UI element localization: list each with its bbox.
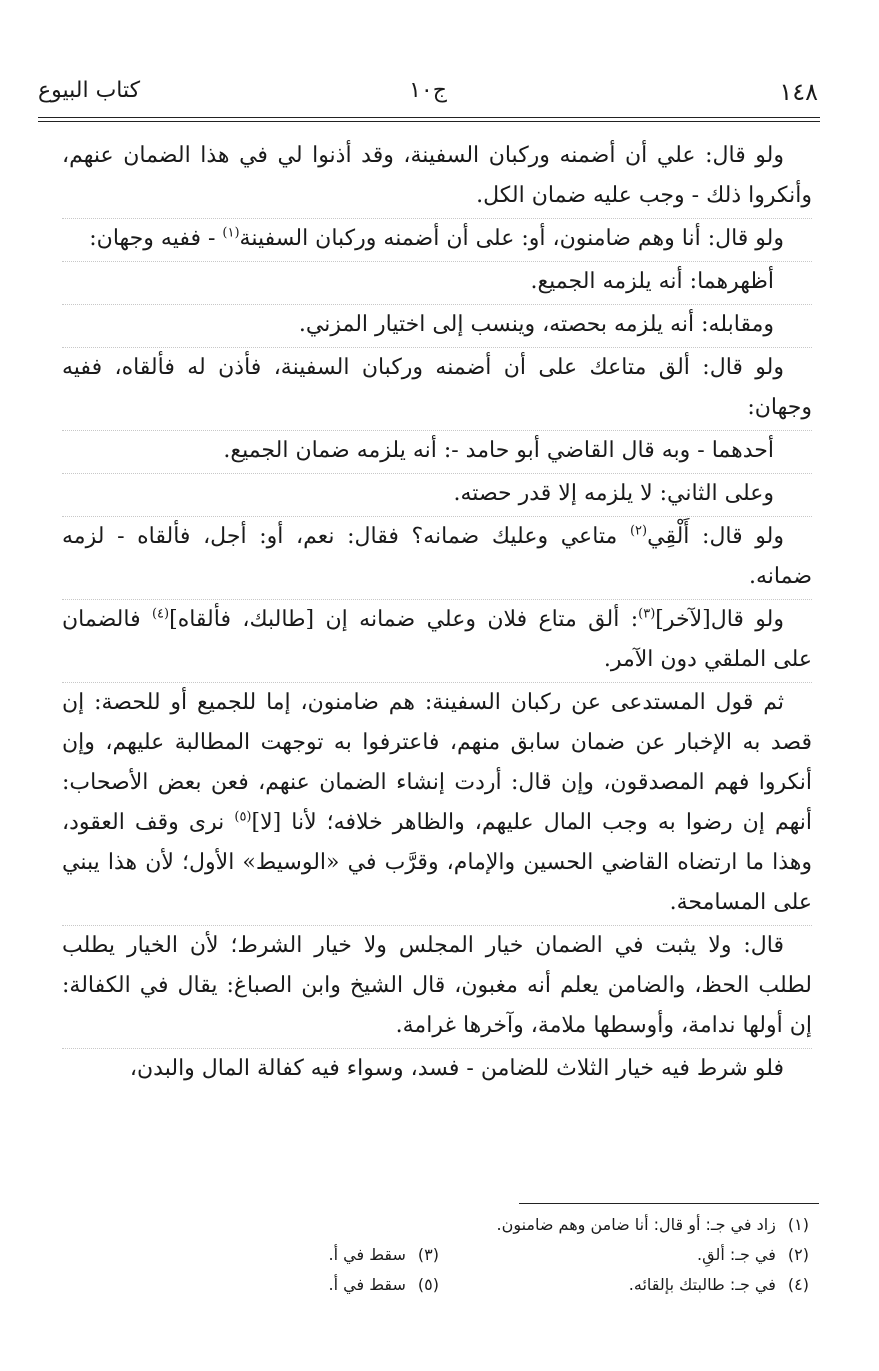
- paragraph-10: [62, 682, 812, 923]
- footnote-4-text: في جـ: طالبتك بإلقائه.: [628, 1275, 776, 1294]
- footnote-5: [329, 1270, 439, 1300]
- paragraph-8: [62, 516, 812, 597]
- footnote-1-text: زاد في جـ: أو قال: أنا ضامن وهم ضامنون.: [496, 1215, 776, 1234]
- footnote-5-number: (٥): [417, 1275, 439, 1294]
- footnote-2: [697, 1240, 809, 1270]
- paragraph-4: [62, 304, 812, 345]
- book-title: كتاب البيوع: [38, 78, 141, 103]
- paragraph-9: [62, 599, 812, 680]
- paragraph-2-text: ولو قال: أنا وهم ضامنون، أو: على أن أضمنه وركبان السفينة: [239, 226, 784, 251]
- footnote-row-1: [69, 1210, 809, 1240]
- footnote-2-text: في جـ: ألقِ.: [697, 1245, 776, 1264]
- paragraph-5: [62, 347, 812, 428]
- footnote-row-3: [69, 1270, 809, 1300]
- footnote-ref-1: (١): [222, 225, 240, 241]
- footnote-4: [629, 1270, 809, 1300]
- paragraph-9-text-mid: : ألق متاع فلان وعلي ضمانه إن [طالبك، فألقاه]: [169, 607, 639, 632]
- header-rule-bottom: [38, 121, 820, 122]
- footnote-1: [497, 1210, 810, 1240]
- paragraph-11: [62, 925, 812, 1046]
- paragraph-1: [62, 136, 812, 216]
- paragraph-1-text: ولو قال: علي أن أضمنه وركبان السفينة، وقد أذنوا لي في هذا الضمان عنهم، وأنكروا ذلك - وجب عليه ضمان الكل.: [62, 143, 812, 208]
- paragraph-11-text: قال: ولا يثبت في الضمان خيار المجلس ولا خيار الشرط؛ لأن الخيار يطلب لطلب الحظ، والضامن يعلم أنه مغبون، قال الشيخ وابن الصباغ: يقال في الكفالة: إن أولها ندامة، وأوسطها ملامة، وآخرها غرامة.: [62, 933, 812, 1038]
- footnote-1-number: (١): [787, 1215, 809, 1234]
- volume-label: ج١٠: [409, 78, 447, 103]
- header-rule-top: [38, 117, 820, 118]
- page-number: ١٤٨: [779, 78, 818, 106]
- footnote-3-text: سقط في أ.: [328, 1245, 406, 1264]
- footnote-2-number: (٢): [787, 1245, 809, 1264]
- paragraph-5-text: ولو قال: ألق متاعك على أن أضمنه وركبان السفينة، فأذن له فألقاه، ففيه وجهان:: [62, 355, 812, 420]
- paragraph-3-text: أظهرهما: أنه يلزمه الجميع.: [530, 269, 774, 294]
- footnote-3-number: (٣): [417, 1245, 439, 1264]
- running-header: [38, 70, 818, 110]
- footnote-ref-2: (٢): [629, 523, 648, 539]
- footnote-ref-4: (٤): [151, 606, 170, 622]
- footnote-ref-5: (٥): [234, 809, 252, 825]
- footnote-5-text: سقط في أ.: [328, 1275, 406, 1294]
- footnote-4-number: (٤): [787, 1275, 809, 1294]
- paragraph-8-text: ولو قال: أَلْقِي: [647, 524, 784, 549]
- paragraph-7-text: وعلى الثاني: لا يلزمه إلا قدر حصته.: [453, 481, 774, 506]
- footnote-rule: [519, 1203, 819, 1204]
- footnote-row-2: [69, 1240, 809, 1270]
- paragraph-7: [62, 473, 812, 514]
- paragraph-2-text-after: - ففيه وجهان:: [89, 226, 223, 251]
- paragraph-10-text-after: نرى وقف العقود، وهذا ما ارتضاه القاضي الحسين والإمام، وقرَّب في «الوسيط» الأول؛ لأن هذا يبني على المسامحة.: [62, 810, 812, 915]
- paragraph-6: [62, 430, 812, 471]
- footnote-ref-3: (٣): [638, 606, 656, 622]
- footnotes: [69, 1210, 809, 1300]
- paragraph-10-text: ثم قول المستدعى عن ركبان السفينة: هم ضامنون، إما للجميع أو للحصة: إن قصد به الإخبار عن ضمان سابق منهم، فاعترفوا به توجهت المطالبة عليهم، وإن أنكروا فهم المصدقون، وإن قال: أردت إنشاء الضمان عنهم، فعن بعض الأصحاب: أنهم إن رضوا به وجب المال عليهم، والظاهر خلافه؛ لأنا [لا]: [62, 690, 812, 835]
- footnote-3: [329, 1240, 439, 1270]
- paragraph-12-text: فلو شرط فيه خيار الثلاث للضامن - فسد، وسواء فيه كفالة المال والبدن،: [129, 1056, 784, 1081]
- paragraph-9-text: ولو قال[لآخر]: [655, 607, 784, 632]
- paragraph-6-text: أحدهما - وبه قال القاضي أبو حامد -: أنه يلزمه ضمان الجميع.: [223, 438, 774, 463]
- paragraph-4-text: ومقابله: أنه يلزمه بحصته، وينسب إلى اختيار المزني.: [298, 312, 774, 337]
- main-text: [62, 136, 812, 1091]
- paragraph-8-text-after: متاعي وعليك ضمانه؟ فقال: نعم، أو: أجل، فألقاه - لزمه ضمانه.: [62, 524, 812, 589]
- paragraph-9-text-after: فالضمان على الملقي دون الآمر.: [62, 607, 812, 672]
- paragraph-3: [62, 261, 812, 302]
- paragraph-12: [62, 1048, 812, 1089]
- paragraph-2: [62, 218, 812, 259]
